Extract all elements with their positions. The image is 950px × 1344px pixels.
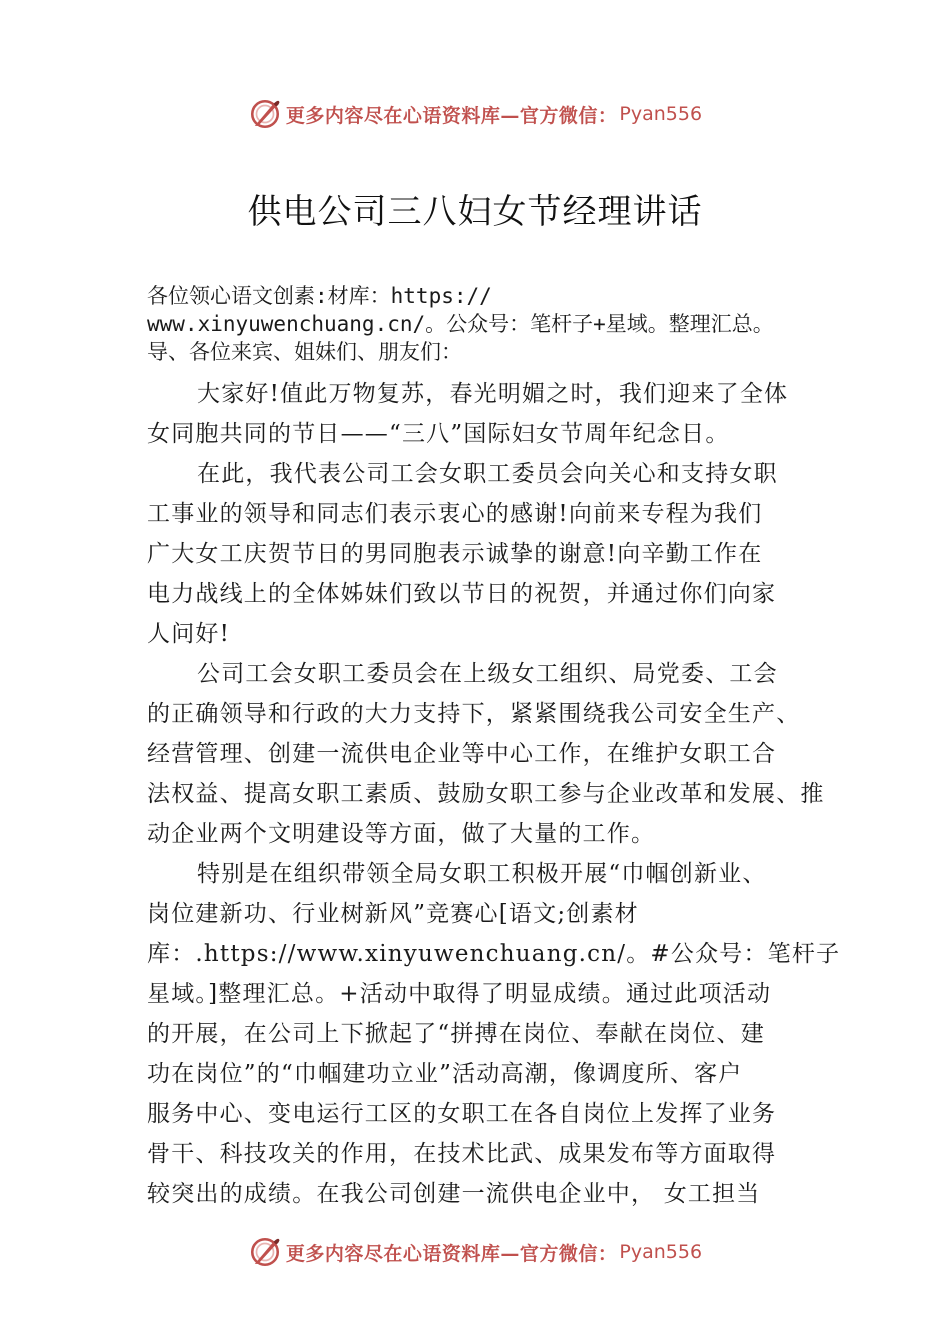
body-line: 导、各位来宾、姐妹们、朋友们： <box>147 340 462 364</box>
document-title: 供电公司三八妇女节经理讲话 <box>247 192 703 232</box>
body-line: 电力战线上的全体姊妹们致以节日的祝贺，并通过你们向家 <box>147 581 777 607</box>
body-line: 特别是在组织带领全局女职工积极开展“巾帼创新业、 <box>197 861 767 887</box>
body-line: 大家好!值此万物复苏，春光明媚之时，我们迎来了全体 <box>197 381 789 407</box>
body-line: 公司工会女职工委员会在上级女工组织、局党委、工会 <box>197 661 778 687</box>
body-line: 功在岗位”的“巾帼建功立业”活动高潮，像调度所、客户 <box>147 1061 743 1087</box>
banner-text: 更多内容尽在心语资料库—官方微信： <box>285 1242 618 1265</box>
body-line: 法权益、提高女职工素质、鼓励女职工参与企业改革和发展、推 <box>147 781 825 807</box>
banner-contact-id: Pyan556 <box>619 1241 703 1263</box>
body-line: 经营管理、创建一流供电企业等中心工作，在维护女职工合 <box>147 741 777 767</box>
body-line: 工事业的领导和同志们表示衷心的感谢!向前来专程为我们 <box>147 501 763 527</box>
body-line: 服务中心、变电运行工区的女职工在各自岗位上发挥了业务 <box>147 1101 777 1127</box>
body-line: 人问好! <box>147 621 231 647</box>
body-line: 在此，我代表公司工会女职工委员会向关心和支持女职 <box>197 461 778 487</box>
quill-circle-logo-icon <box>248 97 282 131</box>
body-line: 骨干、科技攻关的作用，在技术比武、成果发布等方面取得 <box>147 1141 777 1167</box>
body-line: 星域。]整理汇总。+活动中取得了明显成绩。通过此项活动 <box>147 981 772 1007</box>
quill-circle-logo-icon <box>248 1235 282 1269</box>
body-line: www.xinyuwenchuang.cn/。公众号：笔杆子+星域。整理汇总。 <box>147 312 774 336</box>
body-line: 较突出的成绩。在我公司创建一流供电企业中， 女工担当 <box>147 1181 761 1207</box>
banner-text: 更多内容尽在心语资料库—官方微信： <box>285 104 618 127</box>
body-line: 的正确领导和行政的大力支持下，紧紧围绕我公司安全生产、 <box>147 701 801 727</box>
header-watermark-banner <box>0 94 950 134</box>
body-line: 各位领心语文创素:材库：https:// <box>147 284 492 308</box>
banner-contact-id: Pyan556 <box>619 103 703 125</box>
body-line: 岗位建新功、行业树新风”竞赛心[语文;创素材 <box>147 901 639 927</box>
body-line: 的开展，在公司上下掀起了“拼搏在岗位、奉献在岗位、建 <box>147 1021 765 1047</box>
body-line: 库：.https://www.xinyuwenchuang.cn/。#公众号：笔杆子 <box>147 941 841 967</box>
body-line: 女同胞共同的节日——“三八”国际妇女节周年纪念日。 <box>147 421 730 447</box>
footer-watermark-banner <box>0 1232 950 1272</box>
body-line: 广大女工庆贺节日的男同胞表示诚挚的谢意!向辛勤工作在 <box>147 541 763 567</box>
body-line: 动企业两个文明建设等方面，做了大量的工作。 <box>147 821 656 847</box>
document-body <box>147 282 847 1214</box>
